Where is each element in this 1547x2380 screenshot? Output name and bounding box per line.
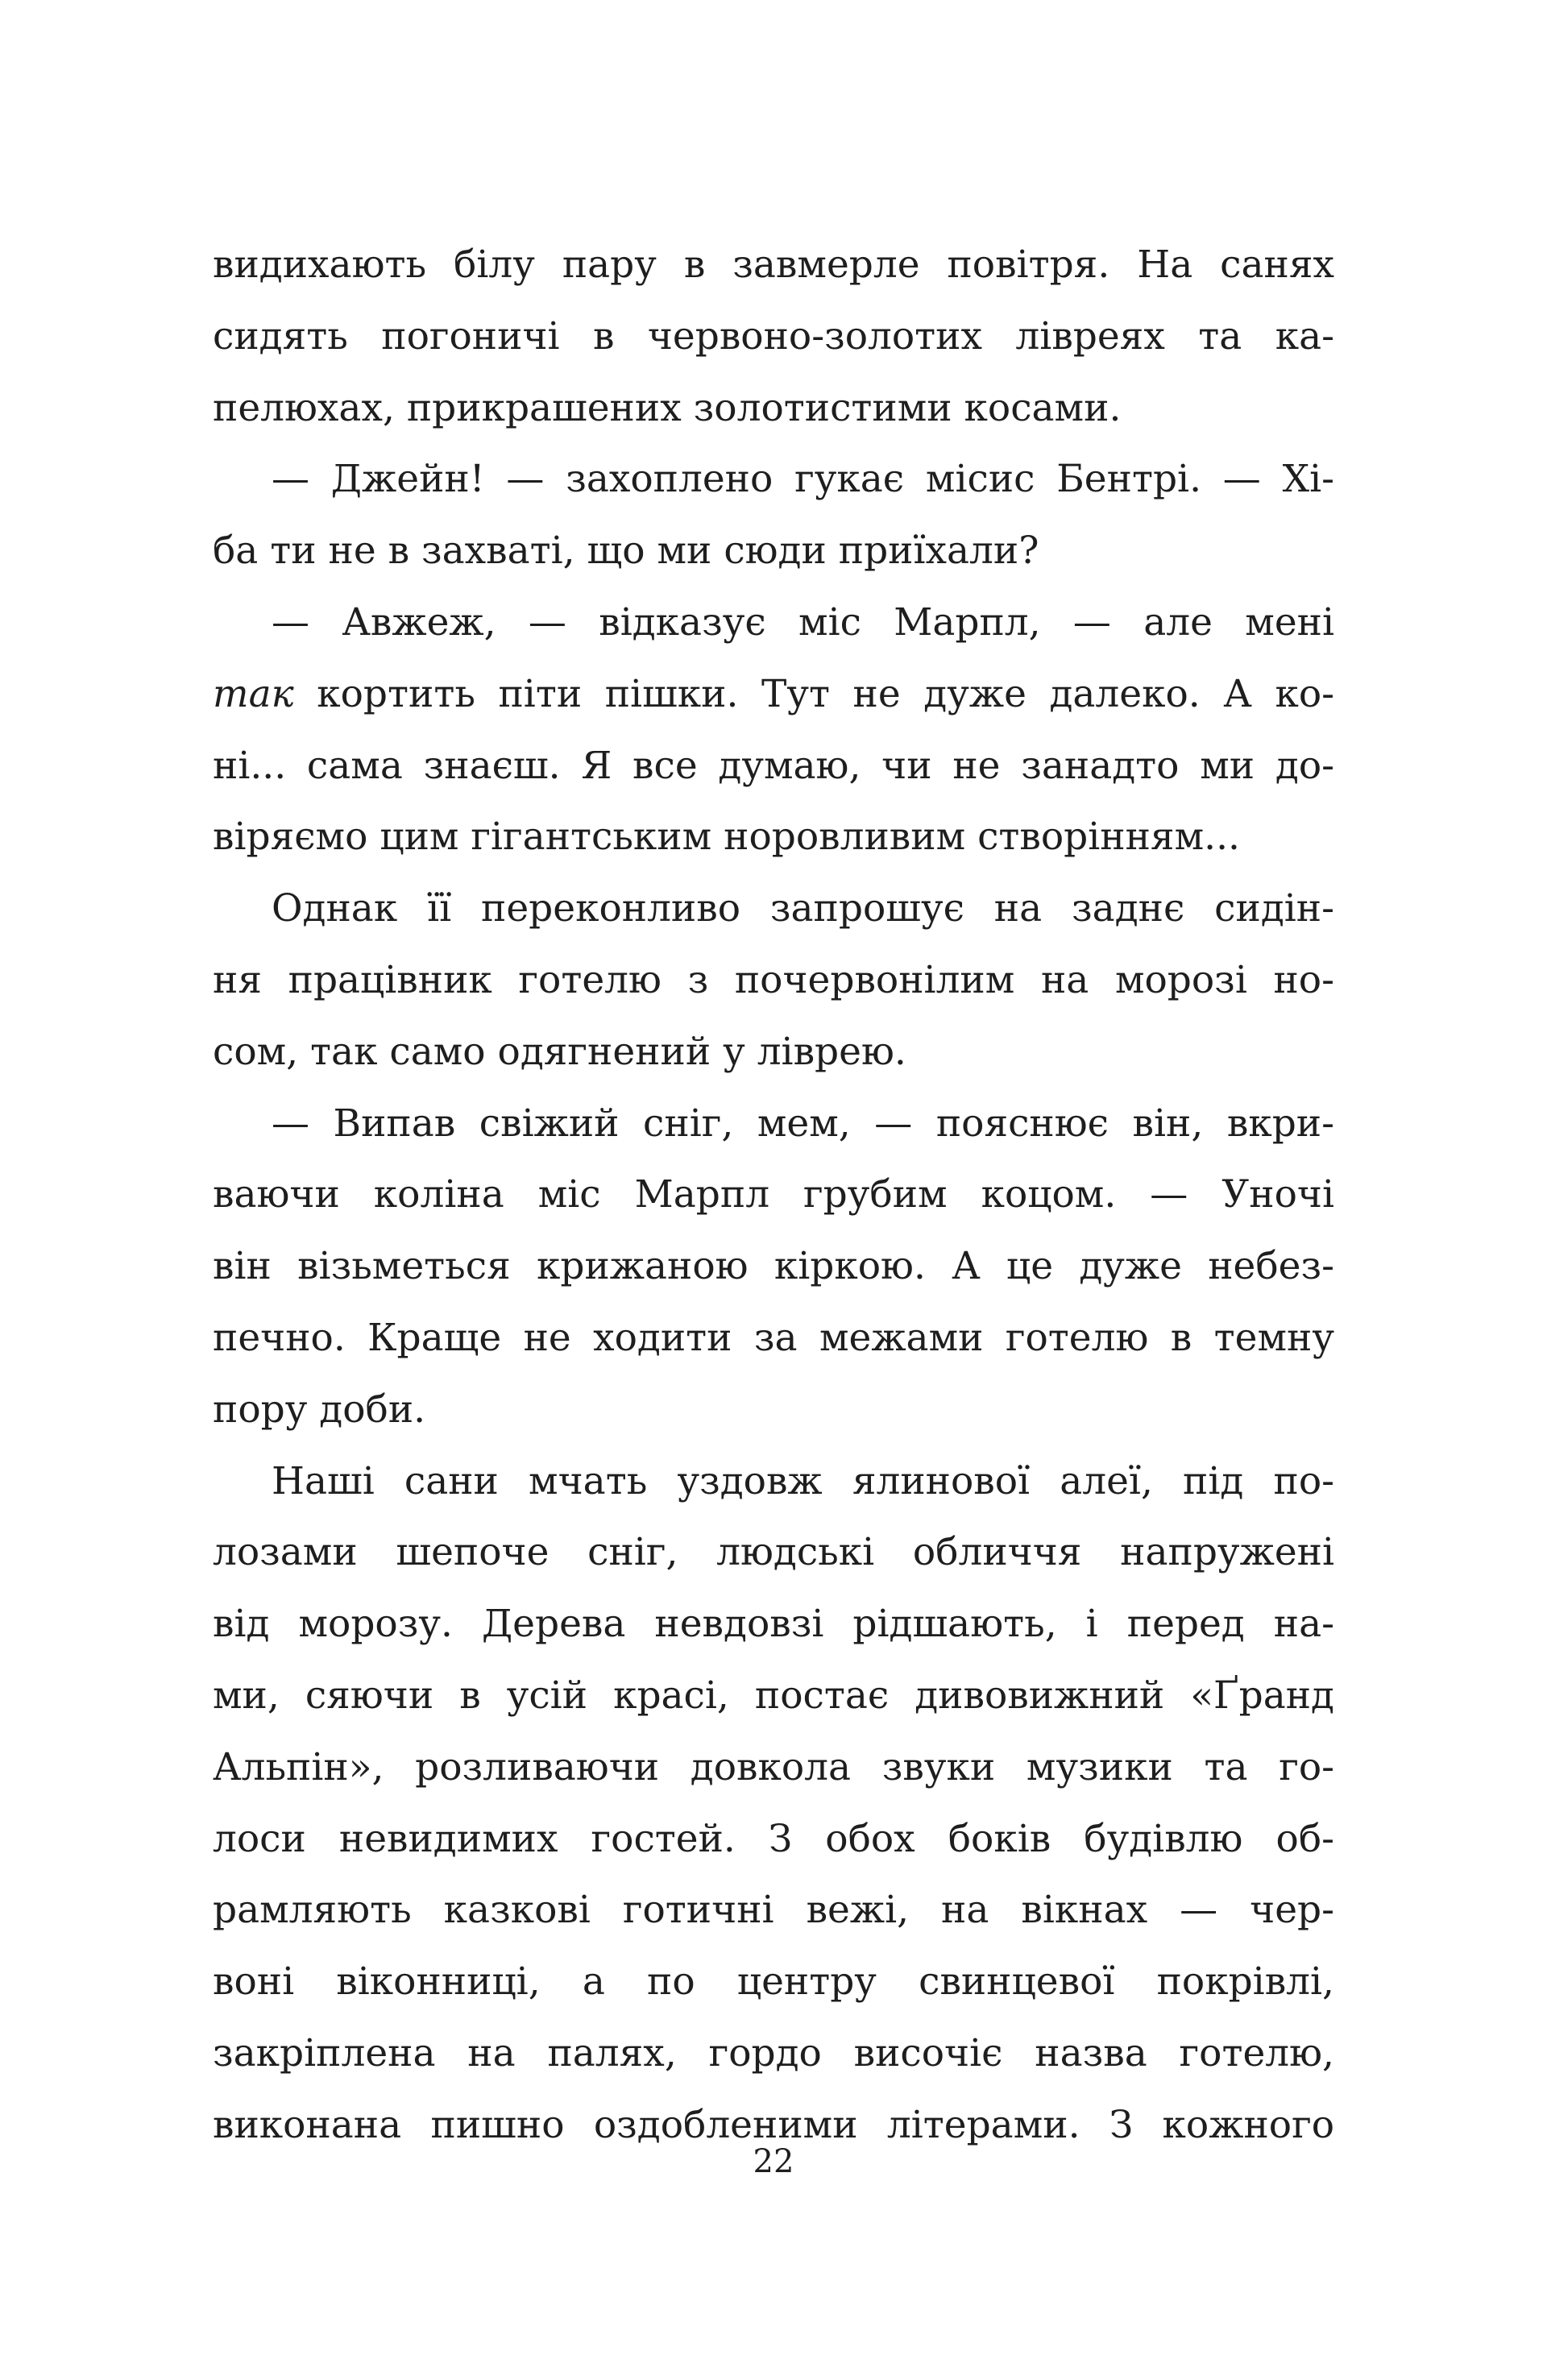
text-line: лозами шепоче сніг, людські обличчя напружені (213, 1530, 1334, 1575)
text-line: ми, сяючи в усій красі, постає дивовижний «Ґранд (213, 1673, 1334, 1718)
text-line: виконана пишно оздобленими літерами. З кожного (213, 2102, 1334, 2147)
text-line: Однак її переконливо запрошує на заднє сидін- (272, 886, 1334, 931)
text-line: Наші сани мчать уздовж ялинової алеї, під по- (272, 1458, 1334, 1503)
text-line: Альпін», розливаючи довкола звуки музики та го- (213, 1744, 1334, 1789)
text-line: віряємо цим гігантським норовливим створінням... (213, 815, 1240, 860)
text-line-rest: кортить піти пішки. Тут не дуже далеко. А ко- (317, 671, 1334, 716)
text-line: від морозу. Дерева невдовзі рідшають, і перед на- (213, 1602, 1334, 1647)
text-line: ня працівник готелю з почервонілим на морозі но- (213, 957, 1334, 1002)
text-line: рамляють казкові готичні вежі, на вікнах — чер- (213, 1888, 1334, 1933)
text-line-with-emphasis (213, 659, 1334, 731)
text-line: ба ти не в захваті, що ми сюди приїхали? (213, 529, 1039, 574)
text-line: ваючи коліна міс Марпл грубим коцом. — Уночі (213, 1172, 1334, 1217)
text-line: пору доби. (213, 1387, 426, 1432)
text-line: закріплена на палях, гордо височіє назва готелю, (213, 2030, 1334, 2075)
text-line: — Авжеж, — відказує міс Марпл, — але мені (272, 599, 1334, 645)
page-number: 22 (753, 2143, 794, 2180)
text-line: лоси невидимих гостей. З обох боків будівлю об- (213, 1816, 1334, 1861)
text-line: сидять погоничі в червоно-золотих лівреях та ка- (213, 313, 1334, 359)
text-line: — Джейн! — захоплено гукає місис Бентрі. — Хі- (272, 457, 1334, 502)
body-text (213, 230, 1334, 2162)
emphasis-word: так (213, 671, 294, 716)
text-line: печно. Краще не ходити за межами готелю в темну (213, 1315, 1334, 1360)
text-line: пелюхах, прикрашених золотистими косами. (213, 385, 1122, 430)
text-line: воні віконниці, а по центру свинцевої покрівлі, (213, 1959, 1334, 2005)
text-line: ні... сама знаєш. Я все думаю, чи не занадто ми до- (213, 743, 1334, 788)
text-line: — Випав свіжий сніг, мем, — пояснює він, вкри- (272, 1101, 1334, 1146)
text-line: видихають білу пару в завмерле повітря. На санях (213, 243, 1334, 287)
text-line: він візьметься крижаною кіркою. А це дуже небез- (213, 1244, 1334, 1289)
text-line: сом, так само одягнений у ліврею. (213, 1029, 906, 1074)
